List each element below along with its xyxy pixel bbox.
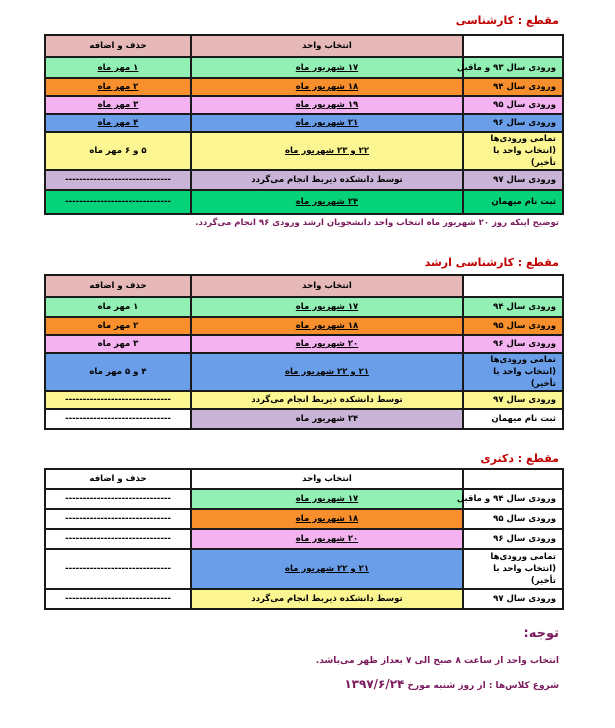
- selection-date: توسط دانشکده ذیربط انجام می‌گردد: [191, 589, 463, 609]
- selection-date: ۲۲ و ۲۳ شهریور ماه: [191, 132, 463, 170]
- selection-date: ۱۸ شهریور ماه: [191, 78, 463, 96]
- row-label: ورودی سال ۹۶: [463, 529, 563, 549]
- add-drop-date: ------------------------------: [45, 549, 191, 589]
- table-row: [45, 317, 563, 335]
- row-label: ورودی سال ۹۷: [463, 170, 563, 190]
- classes-start-label: شروع کلاس‌ها : از روز شنبه مورخ: [407, 681, 559, 691]
- header-unit-selection: انتخاب واحد: [191, 35, 463, 57]
- selection-date: ۱۸ شهریور ماه: [191, 509, 463, 529]
- table-row: [45, 114, 563, 132]
- selection-date: ۱۹ شهریور ماه: [191, 96, 463, 114]
- add-drop-date: ۳ مهر ماه: [45, 96, 191, 114]
- row-label: ورودی سال ۹۵: [463, 96, 563, 114]
- selection-date: ۲۰ شهریور ماه: [191, 335, 463, 353]
- add-drop-date: ------------------------------: [45, 529, 191, 549]
- bachelor-note: توضیح اینکه روز ۲۰ شهریور ماه انتخاب واحد دانشجویان ارشد ورودی ۹۶ انجام می‌گردد.: [195, 218, 559, 228]
- add-drop-date: ------------------------------: [45, 409, 191, 429]
- schedule-table-bachelor: [44, 34, 564, 215]
- add-drop-date: ۴ و ۵ مهر ماه: [45, 353, 191, 391]
- selection-date: ۱۷ شهریور ماه: [191, 297, 463, 317]
- table-row: [45, 391, 563, 409]
- row-label: تمامی ورودی‌ها (انتخاب واحد با تأخیر): [463, 353, 563, 391]
- table-row: [45, 132, 563, 170]
- table-row: [45, 170, 563, 190]
- table-row: [45, 190, 563, 214]
- add-drop-date: ۱ مهر ماه: [45, 297, 191, 317]
- row-label: تمامی ورودی‌ها (انتخاب واحد با تأخیر): [463, 132, 563, 170]
- selection-date: ۲۱ و ۲۲ شهریور ماه: [191, 353, 463, 391]
- classes-start-note: [344, 677, 559, 691]
- row-label: ورودی سال ۹۵: [463, 317, 563, 335]
- add-drop-date: ------------------------------: [45, 391, 191, 409]
- table-row: [45, 509, 563, 529]
- table-row: [45, 549, 563, 589]
- table-header-row: [45, 35, 563, 57]
- row-label: ورودی سال ۹۷: [463, 589, 563, 609]
- add-drop-date: ------------------------------: [45, 190, 191, 214]
- table-row: [45, 297, 563, 317]
- table-row: [45, 529, 563, 549]
- selection-date: ۲۰ شهریور ماه: [191, 529, 463, 549]
- schedule-table-doctorate: [44, 468, 564, 610]
- table-row: [45, 409, 563, 429]
- row-label: ثبت نام میهمان: [463, 190, 563, 214]
- table-row: [45, 78, 563, 96]
- table-row: [45, 335, 563, 353]
- header-unit-selection: انتخاب واحد: [191, 275, 463, 297]
- selection-date: ۱۷ شهریور ماه: [191, 489, 463, 509]
- classes-start-date: ۱۳۹۷/۶/۲۴: [344, 677, 405, 691]
- row-label: ثبت نام میهمان: [463, 409, 563, 429]
- add-drop-date: ۲ مهر ماه: [45, 78, 191, 96]
- header-label-cell: [463, 469, 563, 489]
- schedule-table-masters: [44, 274, 564, 430]
- selection-date: ۱۸ شهریور ماه: [191, 317, 463, 335]
- add-drop-date: ۲ مهر ماه: [45, 317, 191, 335]
- header-label-cell: [463, 35, 563, 57]
- table-row: [45, 96, 563, 114]
- row-label: ورودی سال ۹۷: [463, 391, 563, 409]
- selection-date: توسط دانشکده ذیربط انجام می‌گردد: [191, 391, 463, 409]
- add-drop-date: ۱ مهر ماه: [45, 57, 191, 78]
- header-add-drop: حذف و اضافه: [45, 35, 191, 57]
- selection-hours-note: انتخاب واحد از ساعت ۸ صبح الی ۷ بعداز ظهر می‌باشد.: [315, 656, 559, 666]
- header-label-cell: [463, 275, 563, 297]
- add-drop-date: ۳ مهر ماه: [45, 335, 191, 353]
- header-unit-selection: انتخاب واحد: [191, 469, 463, 489]
- table-row: [45, 57, 563, 78]
- table-row: [45, 589, 563, 609]
- row-label: ورودی سال ۹۵: [463, 509, 563, 529]
- section-title-masters: مقطع : کارشناسی ارشد: [424, 256, 559, 269]
- table-header-row: [45, 275, 563, 297]
- selection-date: ۲۴ شهریور ماه: [191, 409, 463, 429]
- row-label: ورودی سال ۹۶: [463, 335, 563, 353]
- table-row: [45, 489, 563, 509]
- selection-date: ۲۱ شهریور ماه: [191, 114, 463, 132]
- row-label: ورودی سال ۹۴: [463, 78, 563, 96]
- add-drop-date: ۵ و ۶ مهر ماه: [45, 132, 191, 170]
- selection-date: ۱۷ شهریور ماه: [191, 57, 463, 78]
- add-drop-date: ۴ مهر ماه: [45, 114, 191, 132]
- row-label: ورودی سال ۹۶: [463, 114, 563, 132]
- add-drop-date: ------------------------------: [45, 170, 191, 190]
- attention-heading: توجه:: [523, 626, 559, 641]
- header-add-drop: حذف و اضافه: [45, 469, 191, 489]
- section-title-bachelor: مقطع : کارشناسی: [455, 14, 559, 27]
- selection-date: ۲۱ و ۲۲ شهریور ماه: [191, 549, 463, 589]
- table-header-row: [45, 469, 563, 489]
- row-label: ورودی سال ۹۴: [463, 297, 563, 317]
- add-drop-date: ------------------------------: [45, 489, 191, 509]
- add-drop-date: ------------------------------: [45, 589, 191, 609]
- section-title-doctorate: مقطع : دکتری: [480, 452, 559, 465]
- selection-date: ۲۴ شهریور ماه: [191, 190, 463, 214]
- table-row: [45, 353, 563, 391]
- selection-date: توسط دانشکده ذیربط انجام می‌گردد: [191, 170, 463, 190]
- header-add-drop: حذف و اضافه: [45, 275, 191, 297]
- add-drop-date: ------------------------------: [45, 509, 191, 529]
- row-label: ورودی سال ۹۳ و ماقبل: [463, 57, 563, 78]
- row-label: ورودی سال ۹۴ و ماقبل: [463, 489, 563, 509]
- row-label: تمامی ورودی‌ها (انتخاب واحد با تأخیر): [463, 549, 563, 589]
